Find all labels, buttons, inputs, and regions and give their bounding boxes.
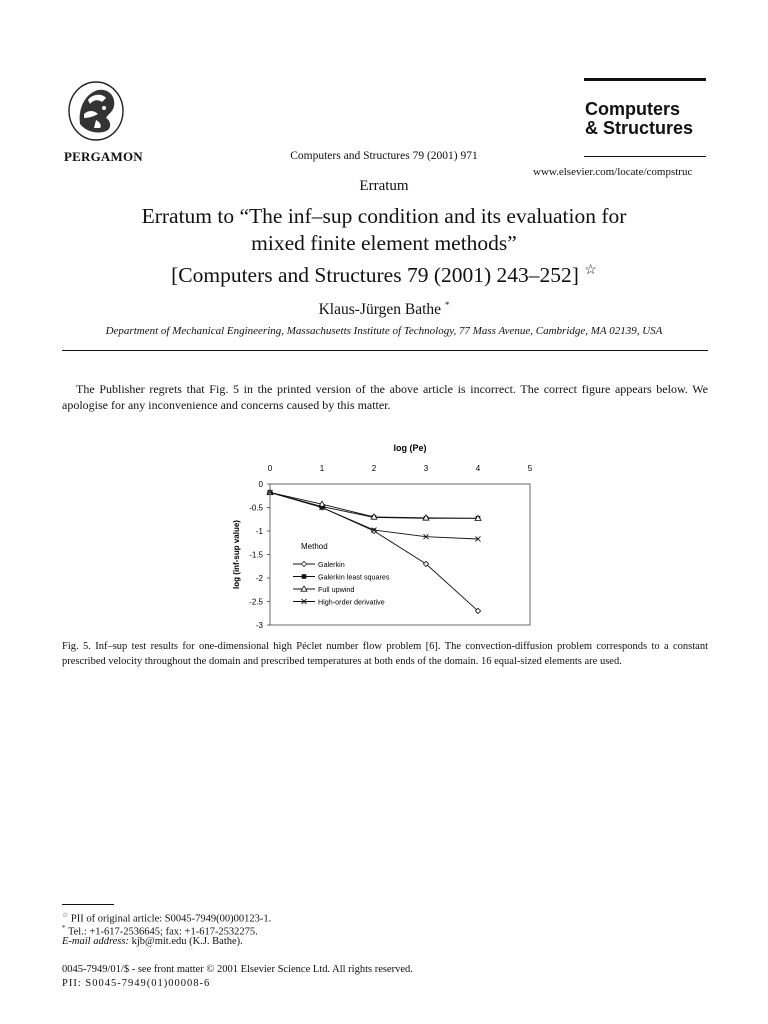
header-divider bbox=[62, 350, 708, 351]
series-line-galerkin bbox=[270, 492, 478, 610]
x-tick-label: 4 bbox=[475, 464, 481, 473]
author-name: Klaus-Jürgen Bathe bbox=[318, 301, 442, 319]
body-paragraph: The Publisher regrets that Fig. 5 in the printed version of the above article is incorrect. The correct figure appears below. We apologise for any inconvenience and concerns caused by this matter. bbox=[62, 382, 708, 412]
x-axis-label: log (Pe) bbox=[393, 443, 427, 453]
footnote-2-text: Tel.: +1-617-2536645; fax: +1-617-2532275. bbox=[67, 926, 258, 938]
brand-rule-bottom bbox=[584, 156, 706, 157]
journal-citation: Computers and Structures 79 (2001) 971 bbox=[290, 150, 478, 162]
publisher-logo bbox=[66, 80, 126, 142]
x-tick-label: 1 bbox=[319, 464, 325, 473]
title-line-1: Erratum to “The inf–sup condition and its evaluation for bbox=[141, 204, 627, 228]
y-tick-label: -1 bbox=[255, 527, 263, 536]
email-label: E-mail address: bbox=[62, 936, 129, 947]
author-affiliation: Department of Mechanical Engineering, Massachusetts Institute of Technology, 77 Mass Avenue, Cambridge, MA 02139, USA bbox=[105, 325, 663, 337]
x-tick-label: 2 bbox=[371, 464, 377, 473]
author-line bbox=[0, 300, 768, 319]
title-star-icon: ☆ bbox=[584, 263, 597, 278]
journal-url[interactable]: www.elsevier.com/locate/compstruc bbox=[533, 166, 693, 178]
article-title bbox=[60, 203, 708, 289]
legend-label-full-upwind: Full upwind bbox=[318, 585, 355, 594]
legend-label-galerkin: Galerkin bbox=[318, 560, 345, 569]
footnote-asterisk: * bbox=[62, 924, 66, 932]
pii-line: PII: S0045-7949(01)00008-6 bbox=[62, 978, 211, 989]
figure-5 bbox=[225, 441, 555, 631]
brand-line-1: Computers bbox=[585, 99, 681, 119]
legend-marker-galerkin-least-squares bbox=[302, 574, 307, 579]
title-line-3 bbox=[60, 257, 708, 289]
plot-frame bbox=[270, 484, 530, 625]
journal-brand bbox=[585, 100, 725, 138]
legend-label-high-order-derivative: High-order derivative bbox=[318, 597, 385, 607]
copyright-line: 0045-7949/01/$ - see front matter © 2001 Elsevier Science Ltd. All rights reserved. bbox=[62, 964, 413, 975]
y-tick-label: -2 bbox=[255, 574, 263, 583]
publisher-name: PERGAMON bbox=[64, 149, 143, 164]
legend-marker-galerkin bbox=[301, 561, 306, 566]
author-mark: * bbox=[444, 300, 450, 310]
y-tick-label: -1.5 bbox=[249, 550, 263, 560]
x-tick-label: 0 bbox=[267, 464, 273, 473]
footnote-email bbox=[62, 935, 702, 948]
y-tick-label: 0 bbox=[258, 480, 263, 489]
footnote-rule bbox=[62, 904, 114, 905]
x-tick-label: 3 bbox=[423, 464, 429, 473]
legend-label-galerkin-least-squares: Galerkin least squares bbox=[318, 572, 390, 582]
footnote-star-icon: ☆ bbox=[62, 911, 69, 919]
brand-line-2: & Structures bbox=[585, 118, 694, 138]
y-axis-label: log (inf-sup value) bbox=[232, 520, 241, 589]
y-tick-label: -0.5 bbox=[249, 503, 263, 513]
title-line-3-text: [Computers and Structures 79 (2001) 243–252] bbox=[171, 263, 579, 288]
email-address[interactable]: kjb@mit.edu (K.J. Bathe). bbox=[131, 936, 243, 947]
section-label: Erratum bbox=[359, 178, 409, 194]
brand-rule-top bbox=[584, 78, 706, 81]
footnote-1-text: PII of original article: S0045-7949(00)00123-1. bbox=[70, 913, 272, 925]
figure-caption: Fig. 5. Inf–sup test results for one-dimensional high Péclet number flow problem [6]. The convection-diffusion problem corresponds to a constant prescribed velocity throughout the domain and prescribed temperatures at both ends of the domain. 16 equal-sized elements are used. bbox=[62, 641, 708, 667]
chart-svg bbox=[225, 441, 555, 631]
y-tick-label: -3 bbox=[255, 621, 263, 630]
x-tick-label: 5 bbox=[527, 464, 533, 473]
y-tick-label: -2.5 bbox=[249, 597, 263, 607]
title-line-2: mixed finite element methods” bbox=[251, 231, 517, 255]
legend-title: Method bbox=[301, 542, 328, 551]
